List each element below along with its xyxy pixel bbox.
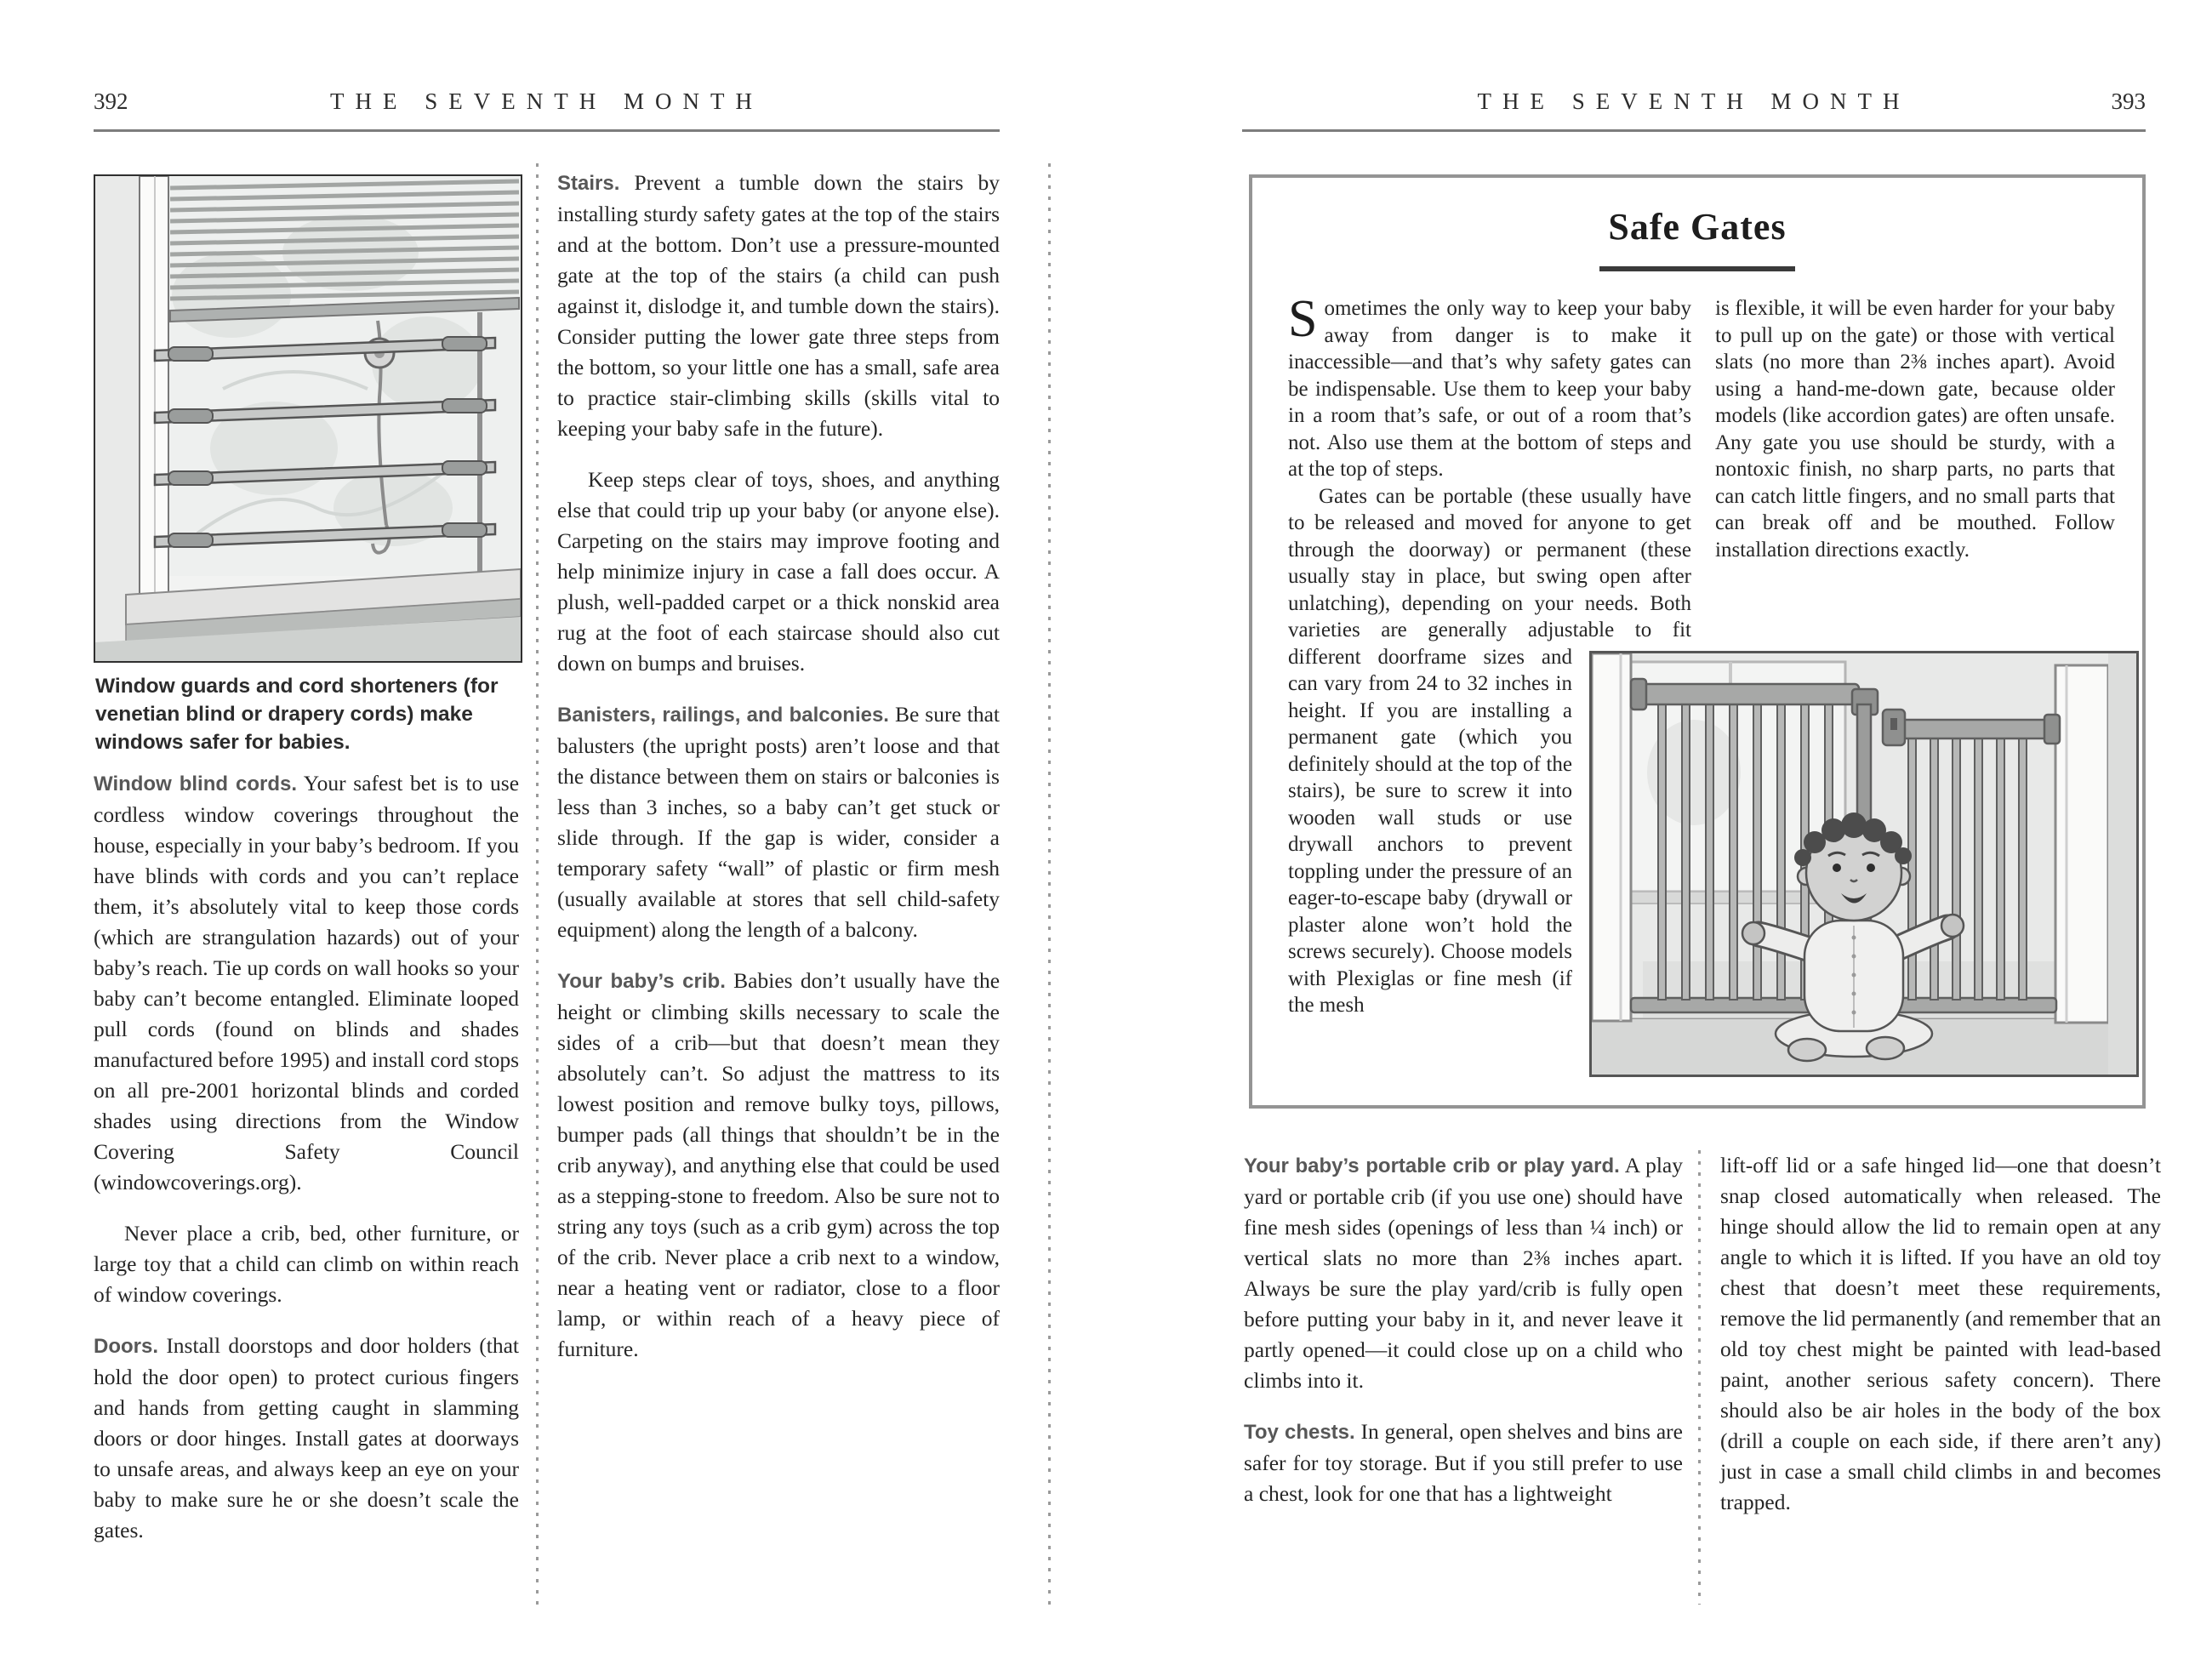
left-page-column-1: [94, 768, 519, 1566]
box-paragraph-text: Gates can be portable (these usually have to be released and moved for anyone to get through the doorway) or permanent (these usually stay in place, but swing open after unlatching), depending on your needs. Both varieties are generally adjustable to fit different doorframe sizes and can vary from 24 to 32 inches in height. If you are installing a permanent gate (which you definitely should at the top of the stairs), be sure to screw it into wooden wall studs or use drywall anchors to prevent toppling under the pressure of an eager-to-escape baby (drywall or plaster alone won’t hold the screws securely). Choose models with Plexiglas or fine mesh (if the mesh: [1288, 484, 1691, 1017]
page-number-left: 392: [94, 88, 128, 114]
box-paragraph-1: [1288, 290, 1691, 483]
page-number-right: 393: [2111, 88, 2146, 114]
box-paragraph-text: ometimes the only way to keep your baby away from danger is to make it inaccessible—and that’s why safety gates can be indispensable. Use them to keep your baby in a room that’s safe, or out of a room that’s not. Also use them at the bottom of steps and at the top of steps.: [1288, 297, 1691, 481]
header-rule-right: [1242, 129, 2146, 132]
running-head-right: THE SEVENTH MONTH: [1477, 88, 1911, 114]
safety-gate-drawing: [1592, 653, 2136, 1075]
section-text: Keep steps clear of toys, shoes, and anything else that could trip up your baby (or anyone else). Carpeting on the stairs may improve footing and help minimize injury in case a fall does occur. A plush, well-padded carpet or a thick nonskid area rug at the foot of each staircase should also cut down on bumps and bruises.: [557, 467, 1000, 676]
section-stairs: [557, 168, 1000, 444]
section-text: In general, open shelves and bins are safer for toy storage. But if you still prefer to use a chest, look for one that has a lightweight: [1244, 1419, 1683, 1506]
section-text: Never place a crib, bed, other furniture, or large toy that a child can climb on within reach of window coverings.: [94, 1221, 519, 1307]
section-banisters: [557, 699, 1000, 945]
section-stairs-continued: [557, 465, 1000, 679]
column-divider-dotted: [1698, 1150, 1701, 1605]
section-window-continued: [94, 1218, 519, 1310]
section-heading: Window blind cords.: [94, 772, 298, 795]
section-heading: Your baby’s crib.: [557, 970, 726, 993]
section-heading: Your baby’s portable crib or play yard.: [1244, 1154, 1620, 1177]
section-heading: Toy chests.: [1244, 1421, 1355, 1444]
column-divider-dotted: [536, 163, 539, 1605]
section-text: Prevent a tumble down the stairs by installing sturdy safety gates at the top of the stairs and at the bottom. Don’t use a pressure-mounted gate at the top of the stairs (a child can push against it, dislodge it, and tumble down the stairs). Consider putting the lower gate three steps from the bottom, so your little one has a small, safe area to practice stair-climbing skills (skills vital to keeping your baby safe in the future).: [557, 170, 1000, 441]
title-double-rule: [1599, 266, 1795, 271]
section-doors: [94, 1331, 519, 1546]
drop-cap: S: [1288, 290, 1318, 348]
right-page-lower-column-2: [1720, 1150, 2161, 1518]
column-divider-dotted: [1048, 163, 1051, 1605]
section-heading: Doors.: [94, 1335, 159, 1358]
section-heading: Banisters, railings, and balconies.: [557, 704, 889, 727]
safety-gate-illustration: [1589, 651, 2139, 1077]
section-text: Install doorstops and door holders (that hold the door open) to protect curious fingers and hands from getting caught in slamming doors or door hinges. Install gates at doorways to unsafe areas, and always keep an eye on your baby to make sure he or she doesn’t scale the gates.: [94, 1333, 520, 1542]
section-heading: Stairs.: [557, 172, 620, 195]
box-title: Safe Gates: [1608, 206, 1787, 248]
section-text: Babies don’t usually have the height or climbing skills necessary to scale the sides of a crib—but that doesn’t mean they absolutely can’t. So adjust the mattress to its lowest position and remove bulky toys, pillows, bumper pads (all things that shouldn’t be in the crib anyway), and anything else that could be used as a stepping-stone to freedom. Also be sure not to string any toys (such as a crib gym) across the top of the crib. Never place a crib next to a window, near a heating vent or radiator, close to a floor lamp, or within reach of a heavy piece of furniture.: [557, 968, 1001, 1361]
box-paragraph-3: is flexible, it will be even harder for your baby to pull up on the gate) or those with vertical slats (no more than 2⅜ inches apart). Avoid using a hand-me-down gate, because older models (like accordion gates) are often unsafe. Any gate you use should be sturdy, with a nontoxic finish, no sharp parts, no parts that can catch little fingers, and no small parts that can break off and be mouthed. Follow installation directions exactly.: [1715, 297, 2115, 562]
box-column-2: [1715, 295, 2115, 563]
section-toy-chests: [1244, 1417, 1683, 1509]
header-rule-left: [94, 129, 1000, 132]
window-guard-drawing: [95, 176, 521, 661]
section-portable-crib: [1244, 1150, 1683, 1396]
safe-gates-box: [1249, 174, 2146, 1109]
section-window-blind-cords: [94, 768, 519, 1198]
section-text: A play yard or portable crib (if you use one) should have fine mesh sides (openings of less than ¼ inch) or vertical slats no more than 2⅜ inches apart. Always be sure the play yard/crib is fully open before putting your baby in it, and never leave it partly opened—it could close up on a child who climbs into it.: [1244, 1153, 1683, 1393]
illustration-caption: Window guards and cord shorteners (for venetian blind or drapery cords) make windows safer for babies.: [95, 675, 499, 754]
right-page-lower-column-1: [1244, 1150, 1683, 1530]
left-page-column-2: [557, 168, 1000, 1385]
section-text: Your safest bet is to use cordless window coverings throughout the house, especially in your baby’s bedroom. If you have blinds with cords and you can’t replace them, it’s absolutely vital to keep those cords (which are strangulation hazards) out of your baby’s reach. Tie up cords on wall hooks so your baby can’t become entangled. Eliminate looped pull cords (found on blinds and shades manufactured before 1995) and install cord stops on all pre-2001 horizontal blinds and corded shades using directions from the Window Covering Safety Council (windowcoverings.org).: [94, 771, 520, 1194]
section-babys-crib: [557, 966, 1000, 1365]
section-toy-chests-continued: lift-off lid or a safe hinged lid—one that doesn’t snap closed automatically when released. The hinge should allow the lid to remain open at any angle to which it is lifted. If you have an old toy chest that doesn’t meet these requirements, remove the lid permanently (and remember that an old toy chest might be painted with lead-based paint, another serious safety concern). There should also be air holes in the body of the box (drill a couple on each side, if there aren’t any) just in case a small child climbs in and becomes trapped.: [1720, 1153, 2161, 1514]
window-guard-illustration: [94, 174, 522, 663]
running-head-left: THE SEVENTH MONTH: [330, 88, 763, 114]
section-text: Be sure that balusters (the upright posts) aren’t loose and that the distance between them on stairs or balconies is less than 3 inches, so a baby can’t get stuck or slide through. If the gap is wider, consider a temporary safety “wall” of plastic or firm mesh (usually available at stores that sell child-safety equipment) along the length of a balcony.: [557, 702, 1000, 942]
